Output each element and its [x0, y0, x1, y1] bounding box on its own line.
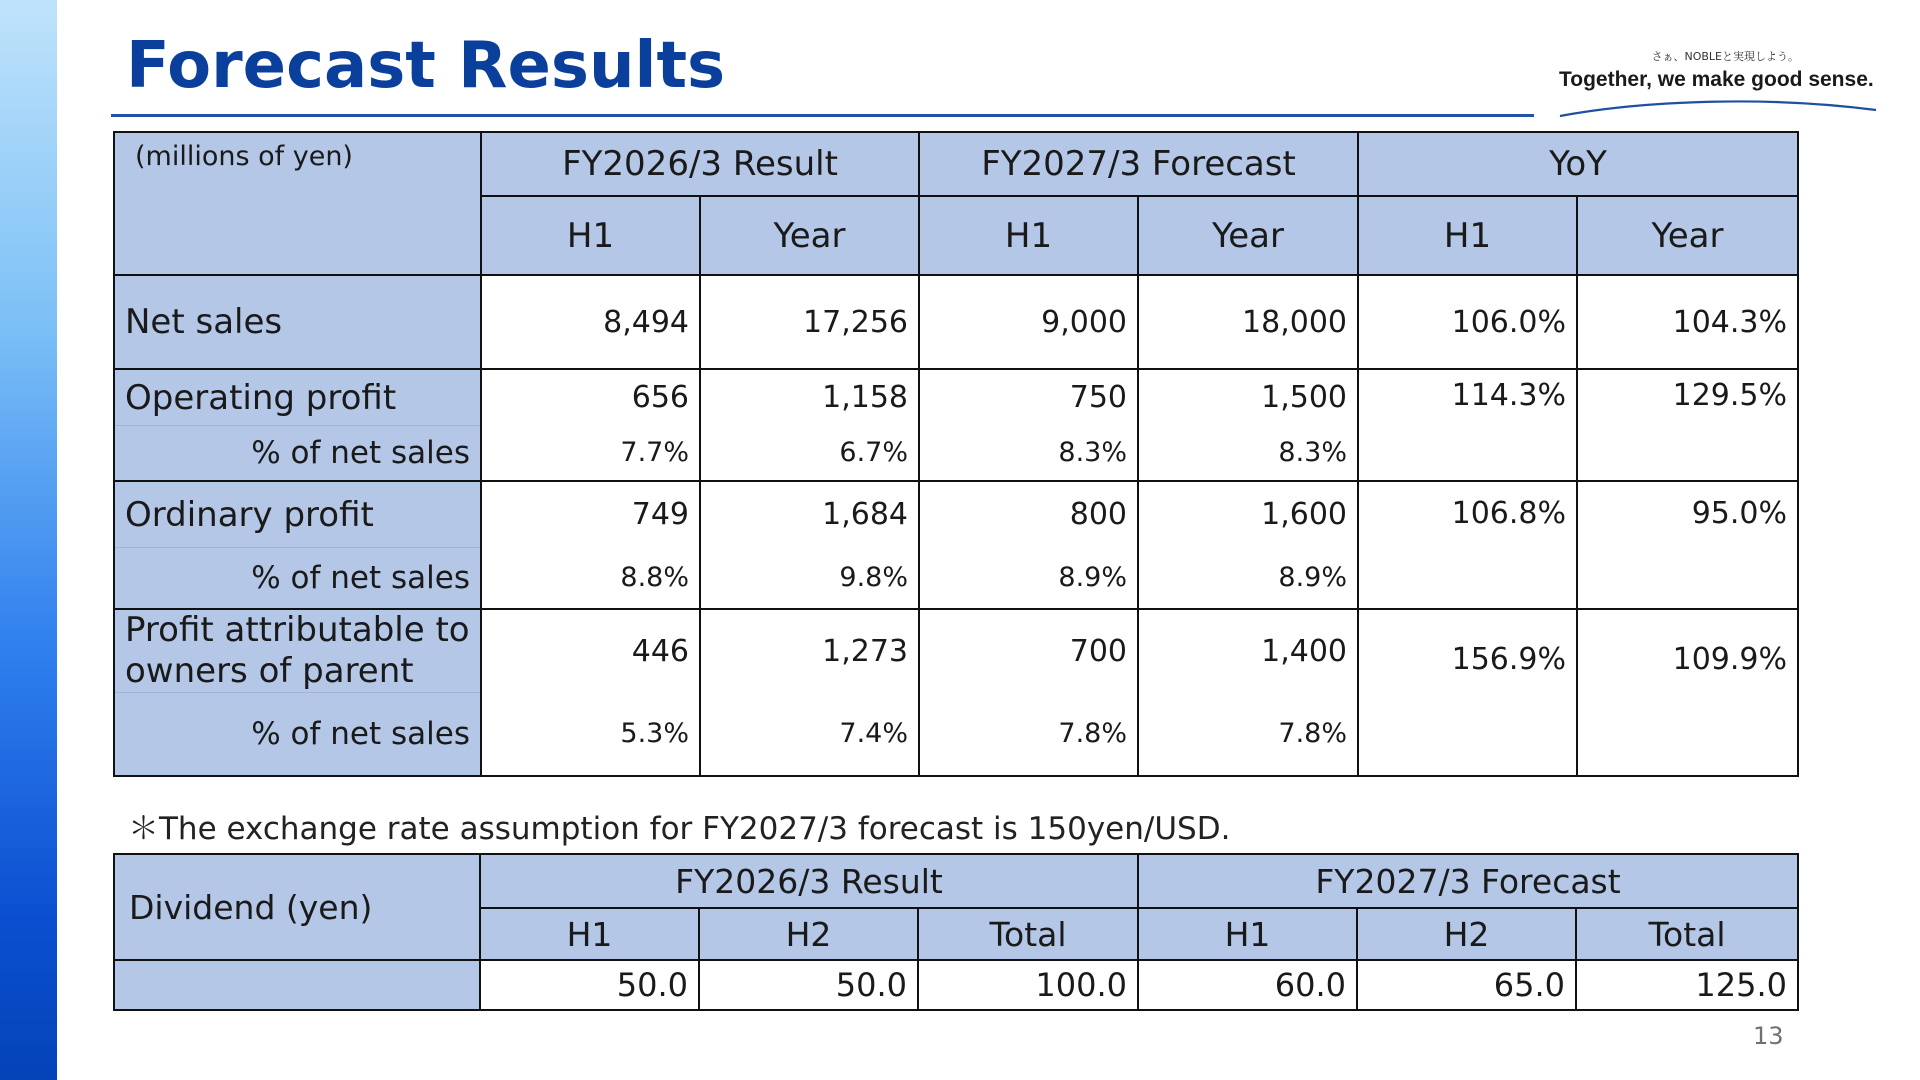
table-cell: 1,158 [700, 369, 919, 426]
subheader-h1: H1 [481, 196, 700, 275]
table-cell: 7.8% [1138, 692, 1358, 776]
row-label-pct-net-sales: % of net sales [114, 692, 481, 776]
table-cell: 106.0% [1358, 275, 1577, 369]
logo-tagline-jp: さぁ、NOBLEと実現しよう。 [1651, 50, 1799, 63]
table-cell: 65.0 [1357, 960, 1576, 1010]
table-cell: 749 [481, 481, 700, 548]
table-row [114, 481, 1798, 548]
table-cell: 7.8% [919, 692, 1138, 776]
table-cell: 8.9% [919, 548, 1138, 610]
header-fy2027-forecast: FY2027/3 Forecast [919, 132, 1358, 196]
table-row [114, 960, 1798, 1010]
table-cell: 95.0% [1577, 481, 1798, 609]
table-cell: 50.0 [480, 960, 699, 1010]
subheader-total: Total [918, 908, 1138, 960]
table-cell: 8.9% [1138, 548, 1358, 610]
row-label-line: Profit attributable to [125, 610, 470, 650]
table-cell: 106.8% [1358, 481, 1577, 609]
subheader-year: Year [1138, 196, 1358, 275]
forecast-results-table [113, 131, 1799, 777]
dividend-label: Dividend (yen) [114, 854, 480, 960]
table-cell: 1,273 [700, 609, 919, 692]
title-underline [111, 114, 1534, 117]
exchange-rate-note: ＊The exchange rate assumption for FY2027/3 forecast is 150yen/USD. [128, 811, 1231, 847]
table-cell: 114.3% [1358, 369, 1577, 481]
row-label-ordinary-profit: Ordinary profit [114, 481, 481, 548]
logo-tagline-en: Together, we make good sense. [1559, 68, 1874, 91]
table-cell: 1,500 [1138, 369, 1358, 426]
row-label-profit-attributable [114, 609, 481, 692]
header-fy2026-result: FY2026/3 Result [481, 132, 919, 196]
table-cell: 156.9% [1358, 609, 1577, 776]
table-cell: 7.7% [481, 426, 700, 482]
table-cell: 104.3% [1577, 275, 1798, 369]
table-cell: 125.0 [1576, 960, 1798, 1010]
table-cell: 5.3% [481, 692, 700, 776]
table-cell: 8.8% [481, 548, 700, 610]
table-row [114, 275, 1798, 369]
table-cell: 6.7% [700, 426, 919, 482]
row-label-net-sales: Net sales [114, 275, 481, 369]
subheader-year: Year [1577, 196, 1798, 275]
header-fy2027-forecast: FY2027/3 Forecast [1138, 854, 1798, 908]
page-title: Forecast Results [126, 29, 726, 103]
table-cell: 18,000 [1138, 275, 1358, 369]
table-cell: 60.0 [1138, 960, 1357, 1010]
header-fy2026-result: FY2026/3 Result [480, 854, 1138, 908]
subheader-h1: H1 [1138, 908, 1357, 960]
logo-swoosh-icon [1558, 96, 1878, 118]
subheader-year: Year [700, 196, 919, 275]
table-cell: 50.0 [699, 960, 918, 1010]
side-gradient-band [0, 0, 57, 1080]
table-cell: 1,400 [1138, 609, 1358, 692]
subheader-h1: H1 [919, 196, 1138, 275]
table-cell: 9.8% [700, 548, 919, 610]
subheader-h1: H1 [1358, 196, 1577, 275]
subheader-h2: H2 [1357, 908, 1576, 960]
table-cell: 109.9% [1577, 609, 1798, 776]
table-cell: 1,600 [1138, 481, 1358, 548]
subheader-total: Total [1576, 908, 1798, 960]
table-cell: 656 [481, 369, 700, 426]
table-cell: 100.0 [918, 960, 1138, 1010]
dividend-label-spacer [114, 960, 480, 1010]
table-cell: 8,494 [481, 275, 700, 369]
row-label-pct-net-sales: % of net sales [114, 548, 481, 610]
table-cell: 800 [919, 481, 1138, 548]
table-cell: 446 [481, 609, 700, 692]
table-cell: 129.5% [1577, 369, 1798, 481]
header-yoy: YoY [1358, 132, 1798, 196]
page-number: 13 [1753, 1022, 1784, 1050]
subheader-h2: H2 [699, 908, 918, 960]
table-cell: 700 [919, 609, 1138, 692]
row-label-pct-net-sales: % of net sales [114, 426, 481, 482]
table-cell: 8.3% [1138, 426, 1358, 482]
table-cell: 8.3% [919, 426, 1138, 482]
dividend-table [113, 853, 1799, 1011]
table-cell: 17,256 [700, 275, 919, 369]
subheader-h1: H1 [480, 908, 699, 960]
unit-label: (millions of yen) [114, 132, 481, 275]
table-row [114, 609, 1798, 692]
company-logo [1548, 48, 1878, 120]
table-cell: 1,684 [700, 481, 919, 548]
row-label-operating-profit: Operating profit [114, 369, 481, 426]
table-cell: 7.4% [700, 692, 919, 776]
table-cell: 750 [919, 369, 1138, 426]
table-row [114, 369, 1798, 426]
row-label-line: owners of parent [125, 650, 414, 691]
table-cell: 9,000 [919, 275, 1138, 369]
